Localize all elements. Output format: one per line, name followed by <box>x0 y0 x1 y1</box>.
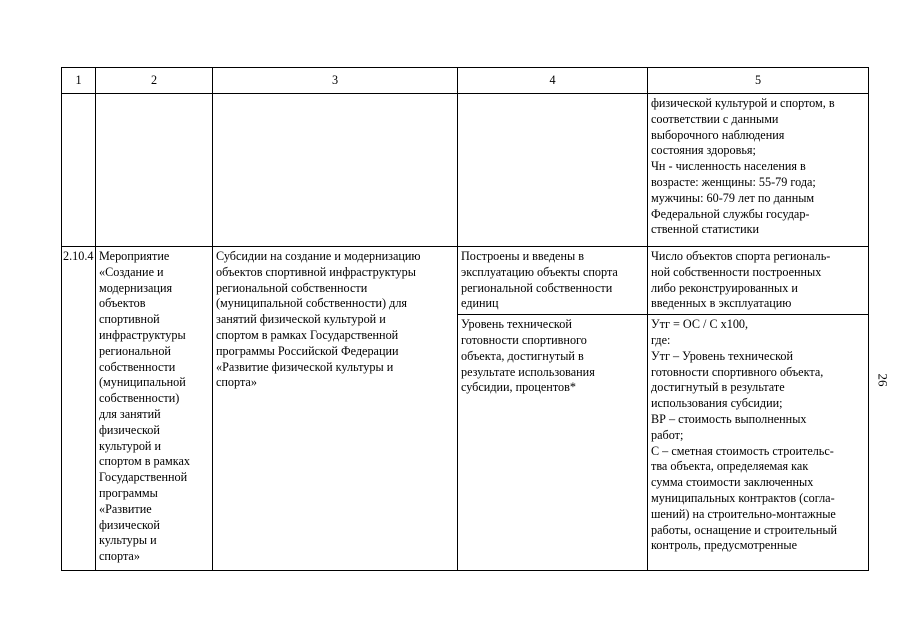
calculation-method-continued: физической культурой и спортом, в соответствии с данными выборочного наблюдения состояния здоровья; Чн - численность населения в возрасте: женщины: 55-79 года; мужчины: 60-79 лет по данным Федеральной службы государ- ственной статистики <box>648 94 869 247</box>
measure-description: Субсидии на создание и модернизацию объектов спортивной инфраструктуры региональной собственности (муниципальной собственности) для занятий физической культурой и спортом в рамках Государственной программы Российской Федерации «Развитие физической культуры и спорта» <box>213 247 458 571</box>
method-objects-built: Число объектов спорта региональ- ной собственности построенных либо реконструированных и введенных в эксплуатацию <box>648 247 869 315</box>
table-row-continuation <box>62 94 869 247</box>
empty-cell <box>458 94 648 247</box>
page-number: 26 <box>875 373 891 387</box>
table-row-item <box>62 247 869 315</box>
measure-name: Мероприятие «Создание и модернизация объектов спортивной инфраструктуры региональной собственности (муниципальной собственности) для занятий физической культурой и спортом в рамках Государственной программы «Развитие физической культуры и спорта» <box>96 247 213 571</box>
header-row <box>62 68 869 94</box>
measures-table <box>61 67 869 571</box>
method-readiness-level: Утг = ОС / С х100, где: Утг – Уровень технической готовности спортивного объекта, достигнутый в результате использования субсидии; ВР – стоимость выполненных работ; С – сметная стоимость строительс- тва объекта, определяемая как сумма стоимости заключенных муниципальных контрактов (согла- шений) на строительно-монтажные работы, оснащение и строительный контроль, предусмотренные <box>648 315 869 571</box>
header-col-4: 4 <box>458 68 648 94</box>
header-col-1: 1 <box>62 68 96 94</box>
indicator-objects-built: Построены и введены в эксплуатацию объекты спорта региональной собственности единиц <box>458 247 648 315</box>
empty-cell <box>96 94 213 247</box>
header-col-5: 5 <box>648 68 869 94</box>
empty-cell <box>213 94 458 247</box>
header-col-3: 3 <box>213 68 458 94</box>
empty-cell <box>62 94 96 247</box>
indicator-readiness-level: Уровень технической готовности спортивного объекта, достигнутый в результате использования субсидии, процентов* <box>458 315 648 571</box>
item-number: 2.10.4 <box>62 247 96 571</box>
header-col-2: 2 <box>96 68 213 94</box>
